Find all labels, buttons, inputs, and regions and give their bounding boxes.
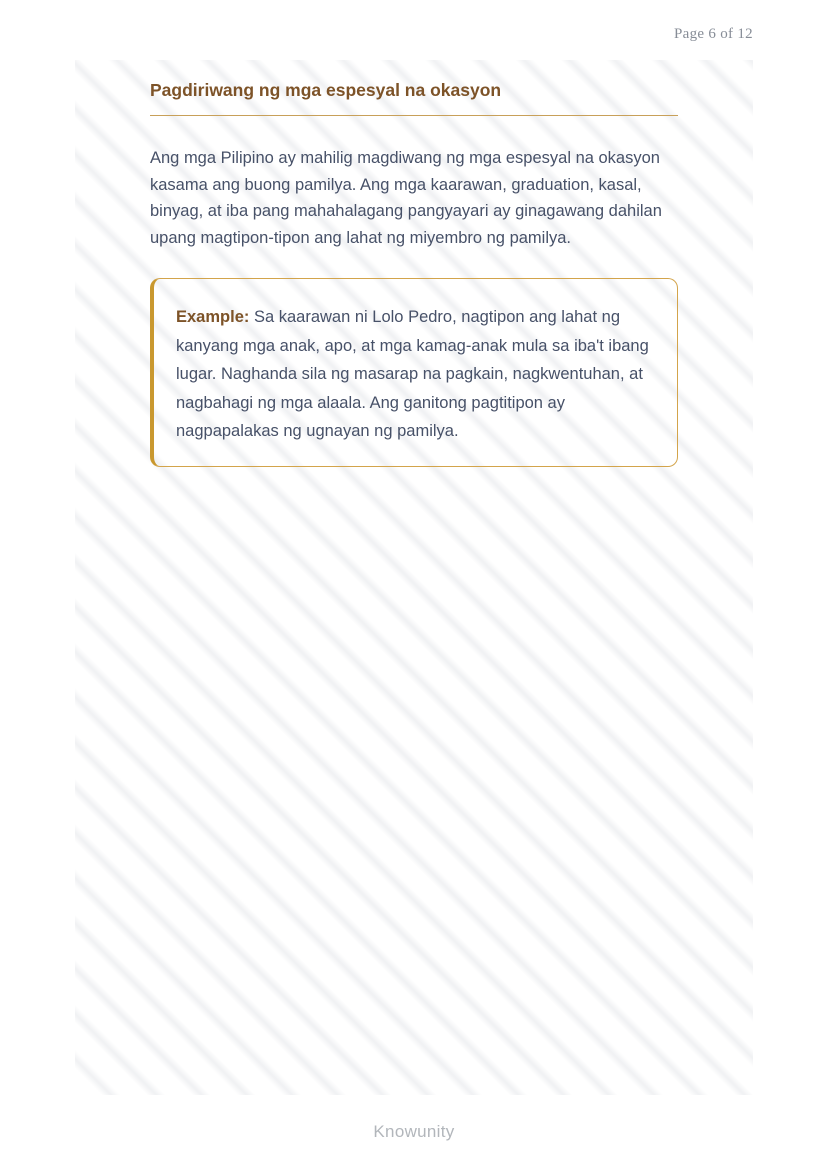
page-number: Page 6 of 12 <box>673 26 753 42</box>
document-page <box>75 60 753 1095</box>
example-text: Sa kaarawan ni Lolo Pedro, nagtipon ang lahat ng kanyang mga anak, apo, at mga kamag-anak mula sa iba't ibang lugar. Naghanda sila ng masarap na pagkain, nagkwentuhan, at nagbahagi ng mga alaala. Ang ganitong pagtitipon ay nagpapalakas ng ugnayan ng pamilya. <box>176 308 649 440</box>
example-label: Example: <box>176 308 250 326</box>
heading-underline-rule <box>150 115 678 116</box>
example-paragraph <box>176 303 651 446</box>
footer-brand: Knowunity <box>373 1122 455 1141</box>
section-heading: Pagdiriwang ng mga espesyal na okasyon <box>150 80 502 100</box>
example-callout-box <box>150 278 678 467</box>
page-content <box>75 60 753 467</box>
body-paragraph: Ang mga Pilipino ay mahilig magdiwang ng mga espesyal na okasyon kasama ang buong pamilya. Ang mga kaarawan, graduation, kasal, binyag, at iba pang mahahalagang pangyayari ay ginagawang dahilan upang magtipon-tipon ang lahat ng miyembro ng pamilya. <box>150 149 662 247</box>
